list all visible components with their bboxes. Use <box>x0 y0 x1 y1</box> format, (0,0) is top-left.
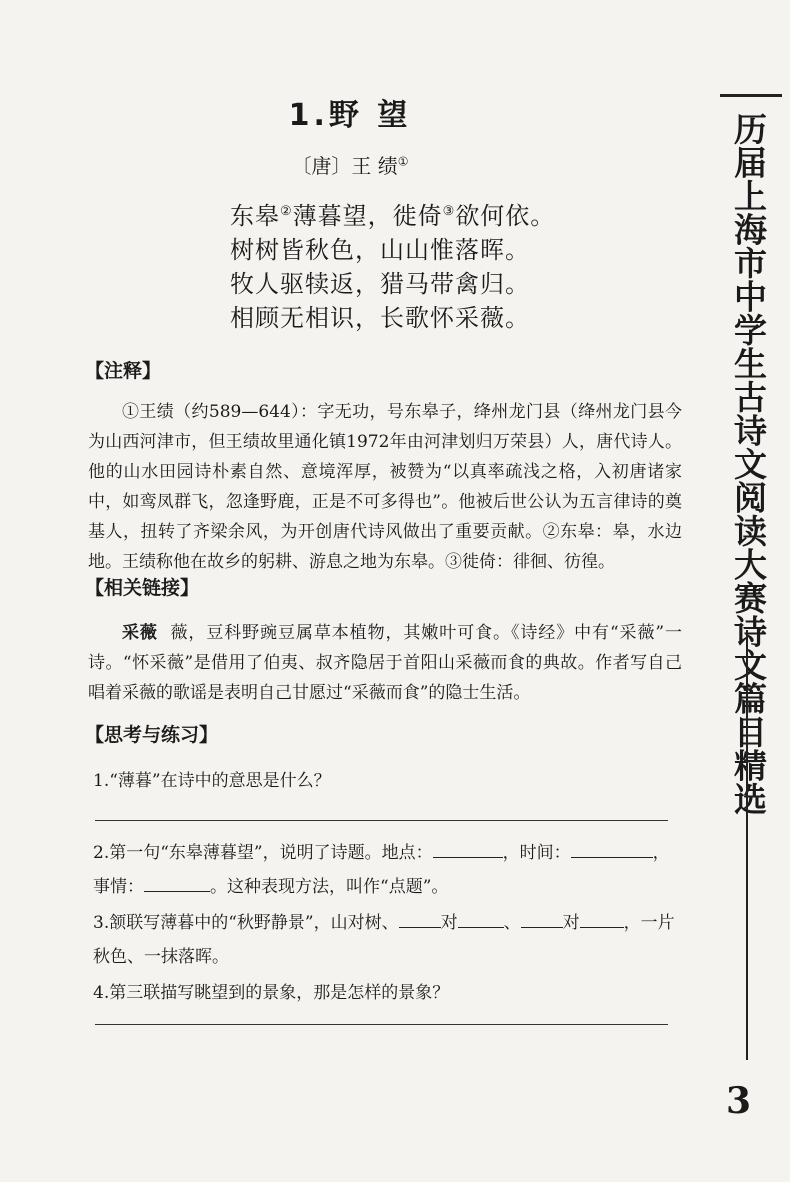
sidebar-rule <box>720 94 782 97</box>
question-2: 2.第一句“东皋薄暮望”，说明了诗题。地点： ，时间： ，事情： 。这种表现方法，叫作“点题”。 <box>93 836 683 904</box>
notes-paragraph: ①王绩（约589—644）：字无功，号东皋子，绛州龙门县（绛州龙门县今为山西河津市，但王绩故里通化镇1972年由河津划归万荣县）人，唐代诗人。他的山水田园诗朴素自然、意境浑厚，被赞为“以真率疏浅之格，入初唐诸家中，如鸾凤群飞，忽逢野鹿，正是不可多得也”。他被后世公认为五言律诗的奠基人，扭转了齐梁余风，为开创唐代诗风做出了重要贡献。②东皋：皋，水边地。王绩称他在故乡的躬耕、游息之地为东皋。③徙倚：徘徊、彷徨。 <box>88 402 682 572</box>
poem-title: 1.野 望 <box>288 98 412 133</box>
poem-line: 东皋②薄暮望，徙倚③欲何依。 <box>230 202 556 230</box>
question-4: 4.第三联描写眺望到的景象，那是怎样的景象？ <box>93 983 450 1003</box>
blank-1[interactable] <box>399 909 441 928</box>
footnote-mark: ① <box>397 154 409 169</box>
links-paragraph: 采薇 薇，豆科野豌豆属草本植物，其嫩叶可食。《诗经》中有“采薇”一诗。“怀采薇”是借用了伯夷、叔齐隐居于首阳山采薇而食的典故。作者写自己唱着采薇的歌谣是表明自己甘愿过“采薇而食”的隐士生活。 <box>88 623 683 703</box>
question-3: 3.颔联写薄暮中的“秋野静景”，山对树、 对 、 对 ，一片秋色、一抹落晖。 <box>93 906 683 974</box>
question-1: 1.“薄暮”在诗中的意思是什么？ <box>93 771 331 791</box>
sidebar-book-title: 历届上海市中学生古诗文阅读大赛诗文篇目精选 <box>729 112 768 816</box>
sidebar-divider <box>746 630 748 1060</box>
footnote-mark: ② <box>280 204 293 219</box>
answer-line[interactable] <box>95 1024 668 1025</box>
poem-line: 相顾无相识，长歌怀采薇。 <box>230 304 530 332</box>
blank-4[interactable] <box>580 909 624 928</box>
poem-author: 〔唐〕王 绩① <box>291 154 409 178</box>
poem-body <box>230 195 555 335</box>
links-term: 采薇 <box>122 623 158 643</box>
blank-2[interactable] <box>458 909 504 928</box>
blank-event[interactable] <box>144 873 210 892</box>
notes-heading: 【注释】 <box>85 360 162 382</box>
poem-line: 牧人驱犊返，猎马带禽归。 <box>230 270 530 298</box>
footnote-mark: ③ <box>442 204 456 219</box>
blank-3[interactable] <box>521 909 563 928</box>
page-number: 3 <box>726 1080 752 1122</box>
blank-place[interactable] <box>433 839 503 858</box>
poem-line: 树树皆秋色，山山惟落晖。 <box>230 236 530 264</box>
links-heading: 【相关链接】 <box>85 577 200 599</box>
answer-line[interactable] <box>95 820 668 821</box>
blank-time[interactable] <box>571 839 653 858</box>
exercises-heading: 【思考与练习】 <box>85 724 219 746</box>
